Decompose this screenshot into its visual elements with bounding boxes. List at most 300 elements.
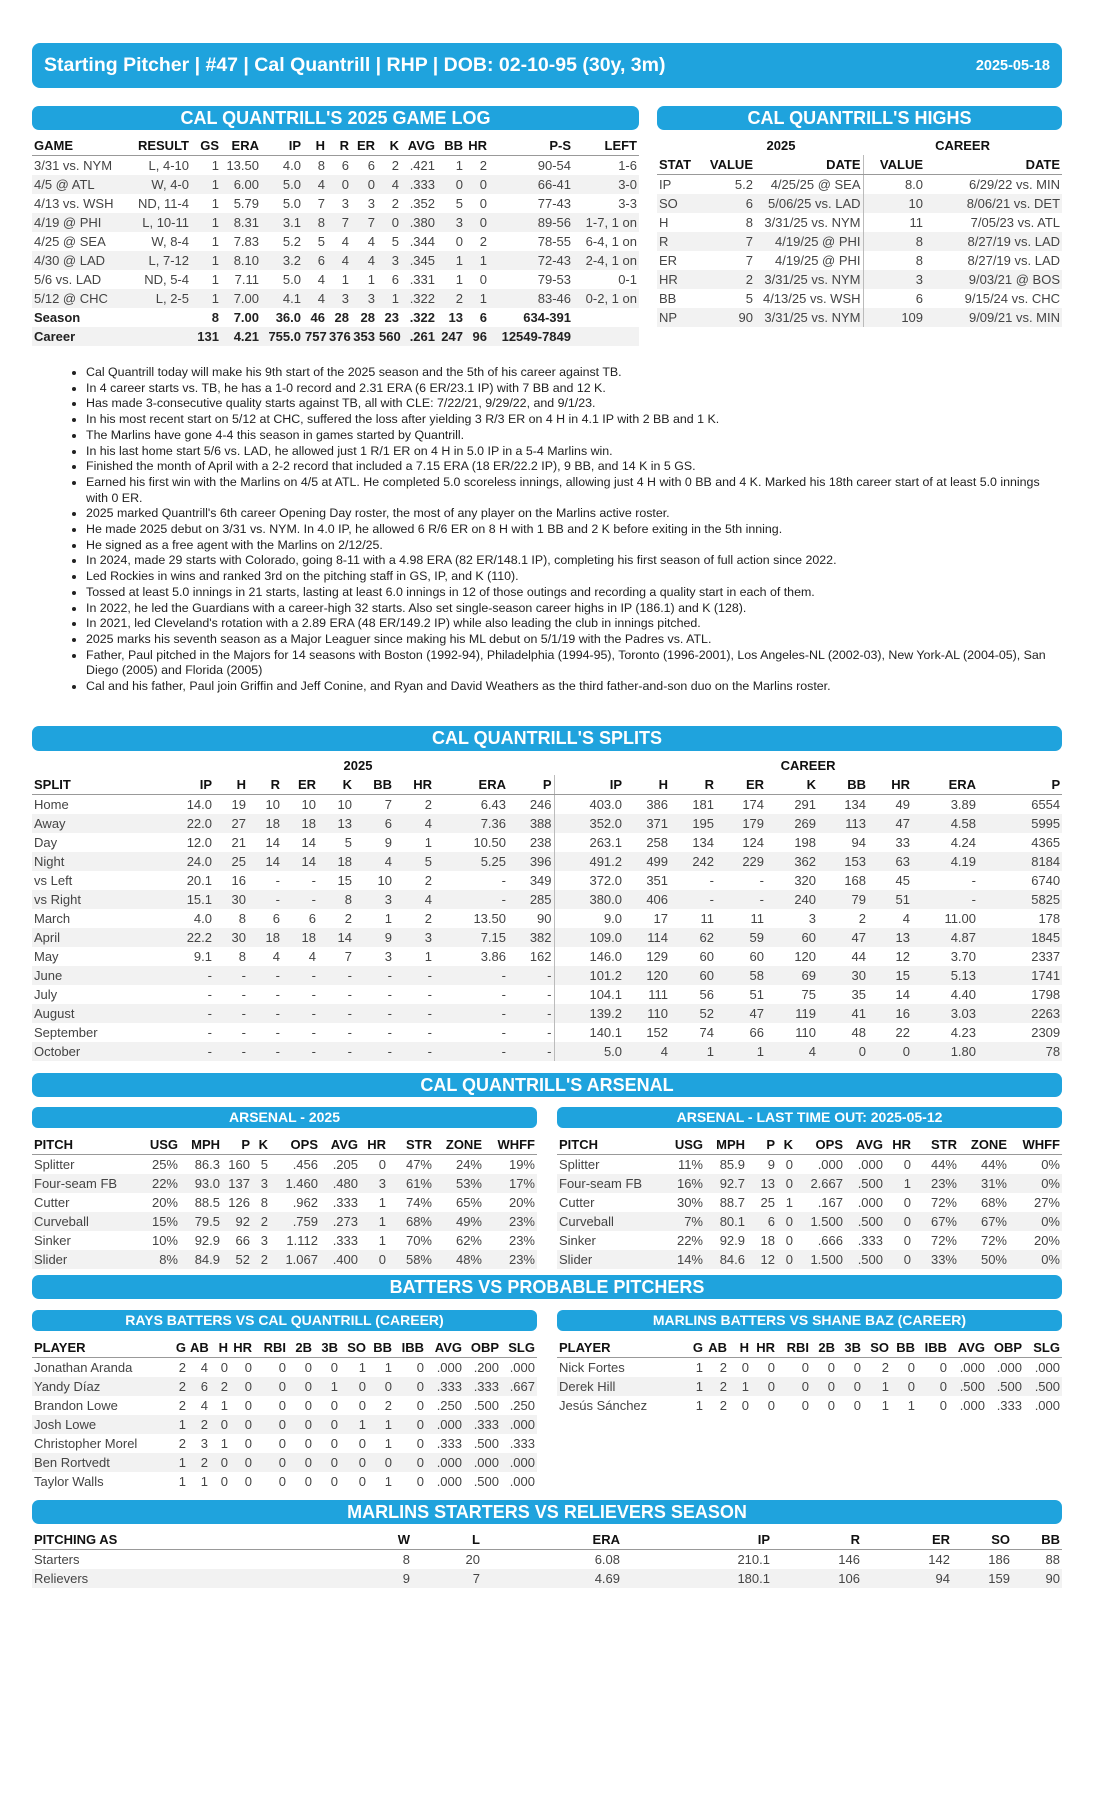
table-cell: 48% bbox=[434, 1250, 484, 1269]
table-cell: 269 bbox=[766, 814, 818, 833]
col-header: K bbox=[777, 1135, 795, 1155]
table-row bbox=[557, 1193, 1062, 1212]
table-row bbox=[32, 1377, 537, 1396]
table-cell: 2 bbox=[424, 911, 432, 926]
table-cell: 0 bbox=[330, 1436, 338, 1451]
table-cell: 3/31/25 vs. NYM bbox=[755, 308, 863, 327]
table-cell: 60 bbox=[670, 966, 716, 985]
table-cell: 1 bbox=[695, 1398, 703, 1413]
table-cell: .666 bbox=[817, 1233, 843, 1248]
table-cell: 2 bbox=[178, 1398, 186, 1413]
table-cell: 0 bbox=[288, 1415, 314, 1434]
col-header: STAT bbox=[657, 155, 699, 175]
col-header: K bbox=[377, 136, 401, 156]
table-cell: 0 bbox=[254, 1453, 288, 1472]
table-row bbox=[32, 1023, 1062, 1042]
table-cell: 0 bbox=[767, 1398, 775, 1413]
table-cell: 2 bbox=[699, 270, 755, 289]
table-cell: 12 bbox=[747, 1250, 777, 1269]
col-header: OBP bbox=[987, 1338, 1024, 1358]
table-row bbox=[32, 1415, 537, 1434]
table-cell: .000 bbox=[501, 1415, 537, 1434]
table-cell: .759 bbox=[270, 1212, 320, 1231]
table-cell: 0 bbox=[220, 1474, 228, 1489]
table-cell: 89-56 bbox=[489, 213, 573, 232]
col-header: DATE bbox=[925, 155, 1062, 175]
table-cell: - bbox=[547, 1025, 552, 1040]
table-cell: 11 bbox=[863, 213, 925, 232]
table-cell: - bbox=[241, 987, 246, 1002]
table-row bbox=[657, 308, 1062, 327]
table-cell: 8 bbox=[402, 1552, 410, 1567]
col-header: BB bbox=[818, 775, 868, 795]
table-cell: 4 bbox=[341, 234, 349, 249]
table-cell: - bbox=[354, 1004, 394, 1023]
table-cell: 66 bbox=[749, 1025, 765, 1040]
col-header: ERA bbox=[221, 136, 261, 156]
table-cell: .000 bbox=[817, 1157, 843, 1172]
table-cell: 11 bbox=[700, 911, 715, 926]
table-cell: 88.7 bbox=[719, 1195, 745, 1210]
table-cell: .333 bbox=[464, 1415, 501, 1434]
table-cell: 2 bbox=[479, 234, 487, 249]
note-item: • The Marlins have gone 4-4 this season in games started by Quantrill. bbox=[86, 428, 1063, 444]
table-cell: 129 bbox=[646, 949, 669, 964]
table-cell: 0 bbox=[394, 1453, 426, 1472]
table-cell: - bbox=[434, 1042, 508, 1061]
table-cell: 0 bbox=[903, 1233, 911, 1248]
table-cell: 634-391 bbox=[523, 310, 571, 325]
table-cell: - bbox=[248, 1004, 282, 1023]
col-header: IBB bbox=[394, 1338, 426, 1358]
table-cell: 22% bbox=[676, 1233, 703, 1248]
table-cell: 0 bbox=[288, 1453, 314, 1472]
table-cell: 7.11 bbox=[234, 272, 259, 287]
table-cell: 8/06/21 vs. DET bbox=[925, 194, 1062, 213]
note-item: • Tossed at least 5.0 innings in 21 starts, lasting at least 6.0 innings in 12 of those outings and recording a quality start in each of them. bbox=[86, 585, 1063, 601]
table-cell: 16 bbox=[868, 1004, 912, 1023]
table-row bbox=[557, 1377, 1062, 1396]
table-cell: 560 bbox=[379, 329, 401, 344]
table-cell: 5 bbox=[317, 234, 325, 249]
table-row bbox=[32, 833, 1062, 852]
table-cell: 0 bbox=[230, 1453, 254, 1472]
table-cell: 3/31/25 vs. NYM bbox=[755, 270, 863, 289]
table-cell: 8/27/19 vs. LAD bbox=[967, 253, 1061, 268]
col-header: DATE bbox=[755, 155, 863, 175]
col-header: P bbox=[978, 775, 1062, 795]
table-cell: - bbox=[427, 1025, 432, 1040]
table-cell: 380.0 bbox=[554, 890, 624, 909]
table-cell: 9 bbox=[384, 835, 392, 850]
table-cell: 7.15 bbox=[434, 928, 508, 947]
table-cell: Cutter bbox=[559, 1195, 595, 1210]
table-cell: - bbox=[275, 987, 280, 1002]
table-cell: 353 bbox=[351, 327, 377, 346]
table-cell: 0 bbox=[377, 213, 401, 232]
table-cell: .333 bbox=[436, 1436, 462, 1451]
table-cell: 0 bbox=[288, 1377, 314, 1396]
table-cell: 4/5 @ ATL bbox=[32, 175, 124, 194]
table-cell: 5.2 bbox=[282, 234, 301, 249]
table-cell: 142 bbox=[928, 1552, 950, 1567]
table-cell: .322 bbox=[409, 310, 435, 325]
highs-title: CAL QUANTRILL'S HIGHS bbox=[657, 106, 1062, 130]
col-header: USG bbox=[140, 1135, 180, 1155]
table-cell: 67% bbox=[959, 1212, 1009, 1231]
table-cell: 755.0 bbox=[261, 327, 303, 346]
highs-group-career: CAREER bbox=[935, 138, 990, 153]
table-cell: Home bbox=[34, 797, 69, 812]
table-cell: 2309 bbox=[1031, 1025, 1061, 1040]
table-cell: - bbox=[282, 1042, 318, 1061]
table-cell: 4 bbox=[377, 175, 401, 194]
table-cell: 3 bbox=[377, 251, 401, 270]
col-header: OPS bbox=[795, 1135, 845, 1155]
table-cell: 8.31 bbox=[221, 213, 261, 232]
col-header: P-S bbox=[489, 136, 573, 156]
table-cell: 68% bbox=[980, 1195, 1007, 1210]
table-cell: - bbox=[214, 1004, 248, 1023]
splits-title: CAL QUANTRILL'S SPLITS bbox=[32, 726, 1062, 751]
table-cell: 6 bbox=[479, 310, 487, 325]
col-header: SO bbox=[340, 1338, 368, 1358]
table-cell: 0 bbox=[416, 1474, 424, 1489]
table-row bbox=[32, 251, 639, 270]
table-cell: - bbox=[318, 966, 354, 985]
table-cell: - bbox=[434, 1004, 508, 1023]
table-cell: 6 bbox=[747, 1212, 777, 1231]
table-cell: 6.43 bbox=[480, 797, 506, 812]
table-cell: 3-0 bbox=[573, 175, 639, 194]
col-header: SO bbox=[863, 1338, 891, 1358]
col-header: HR bbox=[885, 1135, 913, 1155]
table-row bbox=[32, 175, 639, 194]
table-cell: Season bbox=[34, 310, 81, 325]
table-cell: .333 bbox=[464, 1377, 501, 1396]
table-cell: 8 bbox=[318, 890, 354, 909]
table-cell: 0 bbox=[455, 234, 463, 249]
table-cell: 78-55 bbox=[537, 234, 571, 249]
table-cell: 406 bbox=[624, 890, 670, 909]
table-cell: 8 bbox=[211, 310, 219, 325]
table-cell: Curveball bbox=[557, 1212, 665, 1231]
table-row bbox=[32, 213, 639, 232]
table-cell: 2 bbox=[479, 158, 487, 173]
table-cell: 30% bbox=[676, 1195, 703, 1210]
table-cell: .962 bbox=[292, 1195, 318, 1210]
table-cell: 23 bbox=[384, 310, 399, 325]
col-header: ERA bbox=[912, 775, 978, 795]
table-cell: 160 bbox=[228, 1157, 250, 1172]
table-row bbox=[557, 1396, 1062, 1415]
table-cell: 14 bbox=[895, 987, 911, 1002]
table-cell: 1 bbox=[465, 251, 489, 270]
table-cell: 0 bbox=[330, 1360, 338, 1375]
table-cell: 8 bbox=[238, 949, 246, 964]
table-row bbox=[32, 985, 1062, 1004]
table-cell: 68% bbox=[388, 1212, 434, 1231]
table-cell: - bbox=[207, 1025, 212, 1040]
table-cell: 17 bbox=[653, 911, 669, 926]
note-item: • Father, Paul pitched in the Majors for 14 seasons with Boston (1992-94), Philadelphia (1994-95), Toronto (1996-2001), Los Angeles-NL (2002-03), New York-AL (2004-05), San Diego (2005) and Florida (2005) bbox=[86, 648, 1063, 679]
table-cell: 1 bbox=[695, 1360, 703, 1375]
col-header: 3B bbox=[837, 1338, 863, 1358]
table-cell: 0 bbox=[304, 1398, 312, 1413]
table-cell: 0 bbox=[394, 1415, 426, 1434]
table-row bbox=[32, 1358, 537, 1378]
table-cell: 5/06/25 vs. LAD bbox=[755, 194, 863, 213]
table-cell: 0% bbox=[1009, 1174, 1062, 1193]
table-row bbox=[557, 1231, 1062, 1250]
table-cell: 31% bbox=[959, 1174, 1009, 1193]
table-cell: 10.50 bbox=[473, 835, 506, 850]
table-cell: ND, 11-4 bbox=[137, 196, 189, 211]
col-header: IP bbox=[554, 775, 624, 795]
table-cell: .000 bbox=[426, 1415, 464, 1434]
table-cell: 4 bbox=[308, 949, 316, 964]
table-cell: 6 bbox=[303, 251, 327, 270]
table-cell: 22% bbox=[140, 1174, 180, 1193]
table-cell: 60 bbox=[766, 928, 818, 947]
table-cell: 371 bbox=[624, 814, 670, 833]
table-cell: - bbox=[670, 890, 716, 909]
table-cell: 94 bbox=[851, 835, 867, 850]
table-cell: 8 bbox=[317, 158, 325, 173]
table-cell: .000 bbox=[509, 1360, 535, 1375]
table-cell: 0 bbox=[437, 175, 465, 194]
table-cell: 126 bbox=[228, 1195, 250, 1210]
table-cell: .333 bbox=[857, 1233, 883, 1248]
table-cell: - bbox=[248, 966, 282, 985]
table-cell: 93.0 bbox=[180, 1174, 222, 1193]
table-cell: 4 bbox=[394, 814, 434, 833]
table-row bbox=[657, 232, 1062, 251]
table-cell: 15% bbox=[140, 1212, 180, 1231]
table-cell: 72% bbox=[930, 1195, 957, 1210]
table-cell: 6 bbox=[391, 272, 399, 287]
table-cell: 1 bbox=[200, 1474, 208, 1489]
table-cell bbox=[124, 308, 191, 327]
table-cell: 19 bbox=[231, 797, 246, 812]
table-cell: 1 bbox=[220, 1436, 228, 1451]
col-header: P bbox=[222, 1135, 252, 1155]
table-cell: 5.0 bbox=[282, 196, 301, 211]
table-cell: 67% bbox=[913, 1212, 959, 1231]
table-cell: 2 bbox=[178, 1436, 186, 1451]
table-cell: 4.19 bbox=[912, 852, 978, 871]
table-cell: 1 bbox=[670, 1042, 716, 1061]
table-cell: 25% bbox=[151, 1157, 178, 1172]
table-cell: Josh Lowe bbox=[32, 1415, 164, 1434]
table-cell: 7.36 bbox=[434, 814, 508, 833]
table-cell: 14.0 bbox=[186, 797, 212, 812]
table-cell: 0 bbox=[378, 1157, 386, 1172]
col-header: G bbox=[681, 1338, 705, 1358]
table-cell: 1 bbox=[164, 1415, 188, 1434]
table-cell: 20% bbox=[151, 1195, 178, 1210]
table-cell: 238 bbox=[529, 835, 552, 850]
table-cell: 8 bbox=[863, 251, 925, 270]
table-cell: 2263 bbox=[978, 1004, 1062, 1023]
table-cell: - bbox=[275, 873, 280, 888]
col-header: 2B bbox=[811, 1338, 837, 1358]
table-cell: 0 bbox=[394, 1377, 426, 1396]
table-cell: 110 bbox=[624, 1004, 670, 1023]
table-cell: .250 bbox=[436, 1398, 462, 1413]
table-cell: SO bbox=[657, 194, 699, 213]
table-cell: 0 bbox=[479, 272, 487, 287]
table-cell: 1 bbox=[455, 272, 463, 287]
table-cell: - bbox=[394, 966, 434, 985]
table-cell: .331 bbox=[409, 272, 435, 287]
table-cell: 90 bbox=[1012, 1569, 1062, 1588]
table-cell: 263.1 bbox=[554, 833, 624, 852]
table-cell: 0 bbox=[278, 1398, 286, 1413]
table-cell: - bbox=[501, 873, 506, 888]
table-cell: R bbox=[657, 232, 699, 251]
table-cell: .380 bbox=[401, 213, 437, 232]
table-cell: 84.6 bbox=[705, 1250, 747, 1269]
table-cell: - bbox=[347, 987, 352, 1002]
table-cell: .400 bbox=[320, 1250, 360, 1269]
table-cell: L, 7-12 bbox=[124, 251, 191, 270]
table-cell: .500 bbox=[845, 1250, 885, 1269]
table-cell: - bbox=[354, 1042, 394, 1061]
table-cell: 6/29/22 vs. MIN bbox=[968, 177, 1061, 192]
table-cell: - bbox=[275, 1025, 280, 1040]
col-header: IBB bbox=[917, 1338, 949, 1358]
col-header: RESULT bbox=[124, 136, 191, 156]
table-cell: 7% bbox=[665, 1212, 705, 1231]
table-cell: - bbox=[311, 1025, 316, 1040]
table-cell: - bbox=[162, 1042, 214, 1061]
table-cell: .261 bbox=[401, 327, 437, 346]
table-row bbox=[557, 1174, 1062, 1193]
table-cell: 3 bbox=[394, 928, 434, 947]
table-cell: 1.500 bbox=[795, 1212, 845, 1231]
col-header: AVG bbox=[320, 1135, 360, 1155]
table-cell: 74 bbox=[699, 1025, 715, 1040]
table-cell: .000 bbox=[857, 1195, 883, 1210]
table-cell: 1 bbox=[729, 1377, 751, 1396]
table-cell: 53% bbox=[434, 1174, 484, 1193]
table-cell: 3 bbox=[252, 1174, 270, 1193]
table-cell: 4.23 bbox=[950, 1025, 977, 1040]
note-item: • Earned his first win with the Marlins on 4/5 at ATL. He completed 5.0 scoreless innings, allowing just 4 H with 0 BB and 4 K. Marked his 18th career start of at least 5.0 innings with 0 ER. bbox=[86, 475, 1063, 506]
col-header: PITCH bbox=[557, 1135, 665, 1155]
table-cell: 0 bbox=[358, 1474, 366, 1489]
note-item: • Cal Quantrill today will make his 9th start of the 2025 season and the 5th of his career against TB. bbox=[86, 365, 1063, 381]
col-header: SLG bbox=[501, 1338, 537, 1358]
col-header: LEFT bbox=[573, 136, 639, 156]
table-cell: 1 bbox=[367, 272, 375, 287]
table-cell: 92.7 bbox=[705, 1174, 747, 1193]
arsenal-2025-title: ARSENAL - 2025 bbox=[32, 1107, 537, 1128]
table-cell: 4 bbox=[902, 911, 911, 926]
table-cell: 376 bbox=[329, 329, 351, 344]
table-cell: 491.2 bbox=[554, 852, 624, 871]
table-cell: 6 bbox=[341, 158, 349, 173]
table-cell: H bbox=[659, 215, 669, 230]
table-cell: 2 bbox=[881, 1360, 889, 1375]
table-cell: 1 bbox=[314, 1377, 340, 1396]
table-cell: 0% bbox=[1041, 1157, 1060, 1172]
table-cell: 79-53 bbox=[537, 272, 571, 287]
table-cell: 0 bbox=[465, 213, 489, 232]
table-cell: 8.0 bbox=[863, 175, 925, 195]
table-cell: .000 bbox=[464, 1453, 501, 1472]
col-header: AVG bbox=[949, 1338, 987, 1358]
table-cell: 0 bbox=[304, 1360, 312, 1375]
table-cell: 0 bbox=[801, 1398, 809, 1413]
table-cell: 5.0 bbox=[282, 272, 301, 287]
table-cell: 153 bbox=[818, 852, 868, 871]
table-cell: 44% bbox=[930, 1157, 957, 1172]
table-cell: 4/25/25 @ SEA bbox=[770, 177, 861, 192]
table-cell: 21 bbox=[231, 835, 246, 850]
table-cell: 13 bbox=[448, 310, 463, 325]
table-cell: 4.24 bbox=[950, 835, 977, 850]
table-cell: 23% bbox=[508, 1233, 535, 1248]
note-item: • He made 2025 debut on 3/31 vs. NYM. In 4.0 IP, he allowed 6 R/6 ER on 8 H with 1 BB and 2 K before exiting in the 5th inning. bbox=[86, 522, 1063, 538]
table-cell: .000 bbox=[959, 1398, 985, 1413]
col-header: BB bbox=[354, 775, 394, 795]
table-cell: 4 bbox=[624, 1042, 670, 1061]
table-cell: 5 bbox=[260, 1157, 268, 1172]
table-cell: - bbox=[501, 987, 506, 1002]
table-cell: 1 bbox=[863, 1377, 891, 1396]
table-cell: 15 bbox=[337, 873, 352, 888]
table-cell: 0-1 bbox=[618, 272, 637, 287]
table-cell: 285 bbox=[508, 890, 554, 909]
table-cell: 5 bbox=[394, 852, 434, 871]
table-cell: 6 bbox=[188, 1377, 210, 1396]
bvp-rays-table bbox=[32, 1338, 537, 1491]
table-cell: .000 bbox=[959, 1360, 985, 1375]
table-cell: NP bbox=[657, 308, 699, 327]
table-cell: 4.1 bbox=[261, 289, 303, 308]
table-cell: 2.667 bbox=[795, 1174, 845, 1193]
table-cell: 0 bbox=[314, 1453, 340, 1472]
table-cell: 8% bbox=[140, 1250, 180, 1269]
col-header: K bbox=[766, 775, 818, 795]
table-cell: vs Left bbox=[34, 873, 73, 888]
table-cell: 92.9 bbox=[719, 1233, 745, 1248]
table-cell: 0 bbox=[304, 1474, 312, 1489]
table-cell: 23% bbox=[484, 1250, 537, 1269]
table-cell: 15 bbox=[868, 966, 912, 985]
table-cell: .500 bbox=[1024, 1377, 1062, 1396]
table-cell: - bbox=[162, 966, 214, 985]
table-cell: 3 bbox=[200, 1436, 208, 1451]
table-cell: 0% bbox=[1009, 1250, 1062, 1269]
table-cell: 1 bbox=[455, 158, 463, 173]
table-cell: - bbox=[716, 890, 766, 909]
table-cell: ND, 5-4 bbox=[144, 272, 189, 287]
table-cell: 6.00 bbox=[221, 175, 261, 194]
table-cell: 7.00 bbox=[221, 289, 261, 308]
note-item: • In 2024, made 29 starts with Colorado, going 8-11 with a 4.98 ERA (82 ER/148.1 IP), completing his first season of full action since 2022. bbox=[86, 553, 1063, 569]
table-cell: 4/13/25 vs. WSH bbox=[762, 291, 861, 306]
table-cell: 18 bbox=[282, 814, 318, 833]
table-cell: 0 bbox=[885, 1212, 913, 1231]
table-cell: 72-43 bbox=[489, 251, 573, 270]
table-cell: June bbox=[32, 966, 162, 985]
table-cell: 19% bbox=[508, 1157, 535, 1172]
table-cell: 6 bbox=[354, 814, 394, 833]
bvp-marlins-title: MARLINS BATTERS VS SHANE BAZ (CAREER) bbox=[557, 1310, 1062, 1331]
